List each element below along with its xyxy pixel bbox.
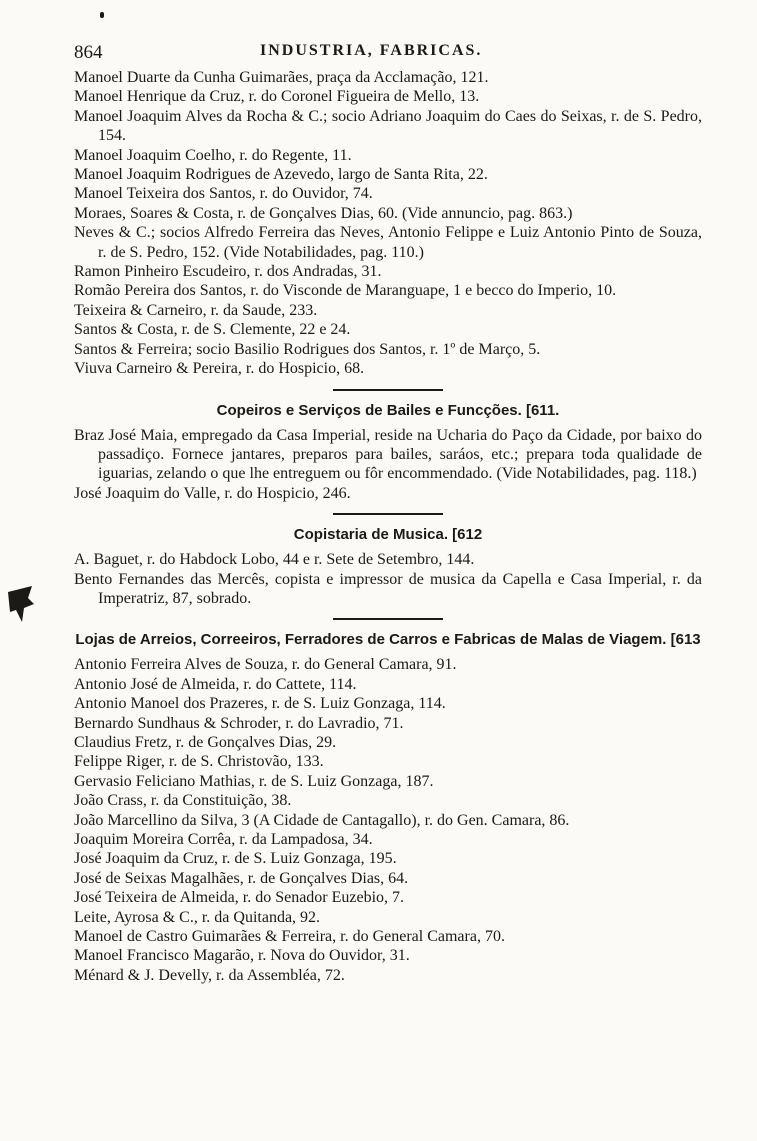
directory-entry: Joaquim Moreira Corrêa, r. da Lampadosa, 34. <box>74 831 373 848</box>
directory-entry: João Crass, r. da Constituição, 38. <box>74 792 292 810</box>
page <box>74 40 702 985</box>
page-header <box>74 40 702 68</box>
page-number: 864 <box>74 42 103 63</box>
directory-entry: Manoel Teixeira dos Santos, r. do Ouvidor, 74. <box>74 185 373 203</box>
directory-entry: Manoel Joaquim Rodrigues de Azevedo, largo de Santa Rita, 22. <box>74 166 488 184</box>
directory-entry: Felippe Riger, r. de S. Christovão, 133. <box>74 753 324 771</box>
directory-entry: Neves & C.; socios Alfredo Ferreira das Neves, Antonio Felippe e Luiz Antonio Pinto de Souza, r. de S. Pedro, 152. (Vide Notabilidades, pag. 110.) <box>74 224 702 261</box>
section-title: Lojas de Arreios, Correeiros, Ferradores de Carros e Fabricas de Malas de Viagem. [613 <box>75 631 701 649</box>
directory-entry: Claudius Fretz, r. de Gonçalves Dias, 29. <box>74 733 337 751</box>
directory-entry: Manoel Henrique da Cruz, r. do Coronel Figueira de Mello, 13. <box>74 88 480 106</box>
ink-dot <box>100 12 104 18</box>
section-rule <box>333 513 443 515</box>
directory-entry: José Joaquim do Valle, r. do Hospicio, 246. <box>74 484 351 502</box>
directory-entry: José Teixeira de Almeida, r. do Senador Euzebio, 7. <box>74 889 405 907</box>
directory-entry: Manoel Joaquim Coelho, r. do Regente, 11. <box>74 146 352 164</box>
section-title: Copistaria de Musica. [612 <box>293 526 483 544</box>
directory-entry: João Marcellino da Silva, 3 (A Cidade de Cantagallo), r. do Gen. Camara, 86. <box>74 811 570 829</box>
directory-entry: Ramon Pinheiro Escudeiro, r. dos Andradas, 31. <box>74 263 382 281</box>
directory-entry: Leite, Ayrosa & C., r. da Quitanda, 92. <box>74 908 321 926</box>
directory-entry: Romão Pereira dos Santos, r. do Visconde de Maranguape, 1 e becco do Imperio, 10. <box>74 282 617 300</box>
directory-entry: Antonio Manoel dos Prazeres, r. de S. Luiz Gonzaga, 114. <box>74 695 446 713</box>
directory-entry: Gervasio Feliciano Mathias, r. de S. Luiz Gonzaga, 187. <box>74 772 434 790</box>
directory-entry: Bernardo Sundhaus & Schroder, r. do Lavradio, 71. <box>74 714 404 732</box>
directory-entry: Moraes, Soares & Costa, r. de Gonçalves Dias, 60. (Vide annuncio, pag. 863.) <box>74 204 573 222</box>
directory-entry: Viuva Carneiro & Pereira, r. do Hospicio, 68. <box>74 360 365 378</box>
directory-entry: José Joaquim da Cruz, r. de S. Luiz Gonzaga, 195. <box>74 850 397 868</box>
directory-entry: Ménard & J. Develly, r. da Assembléa, 72. <box>74 966 345 984</box>
directory-entry: Santos & Costa, r. de S. Clemente, 22 e 24. <box>74 321 351 339</box>
directory-content <box>74 68 702 985</box>
page-margin-mark-icon <box>6 584 36 624</box>
section-rule <box>333 389 443 391</box>
directory-entry: A. Baguet, r. do Habdock Lobo, 44 e r. Sete de Setembro, 144. <box>74 551 475 569</box>
section-title: Copeiros e Serviços de Bailes e Funcções. [611. <box>216 401 560 419</box>
directory-entry: Antonio Ferreira Alves de Souza, r. do General Camara, 91. <box>74 656 457 674</box>
directory-entry: José de Seixas Magalhães, r. de Gonçalves Dias, 64. <box>74 869 409 887</box>
directory-entry: Manoel Duarte da Cunha Guimarães, praça da Acclamação, 121. <box>74 69 489 86</box>
directory-entry: Antonio José de Almeida, r. do Cattete, 114. <box>74 675 357 693</box>
directory-entry: Santos & Ferreira; socio Basilio Rodrigues dos Santos, r. 1º de Março, 5. <box>74 340 541 358</box>
directory-entry: Manoel de Castro Guimarães & Ferreira, r. do General Camara, 70. <box>74 928 505 946</box>
directory-entry: Manoel Joaquim Alves da Rocha & C.; socio Adriano Joaquim do Caes do Seixas, r. de S. Pedro, 154. <box>74 107 702 145</box>
section-rule <box>333 618 443 620</box>
directory-entry: Braz José Maia, empregado da Casa Imperial, reside na Ucharia do Paço da Cidade, por baixo do passadiço. Fornece jantares, preparos para bailes, saráos, etc.; prepara toda qualidade de iguarias, zelando o que lhe entreguem ou fôr encommendado. (Vide Notabilidades, pag. 118.) <box>74 426 702 483</box>
directory-entry: Bento Fernandes das Mercês, copista e impressor de musica da Capella e Casa Imperial, r. da Imperatriz, 87, sobrado. <box>74 570 702 607</box>
directory-entry: Teixeira & Carneiro, r. da Saude, 233. <box>74 301 318 319</box>
directory-entry: Manoel Francisco Magarão, r. Nova do Ouvidor, 31. <box>74 947 410 965</box>
running-title: INDUSTRIA, FABRICAS. <box>260 42 483 59</box>
